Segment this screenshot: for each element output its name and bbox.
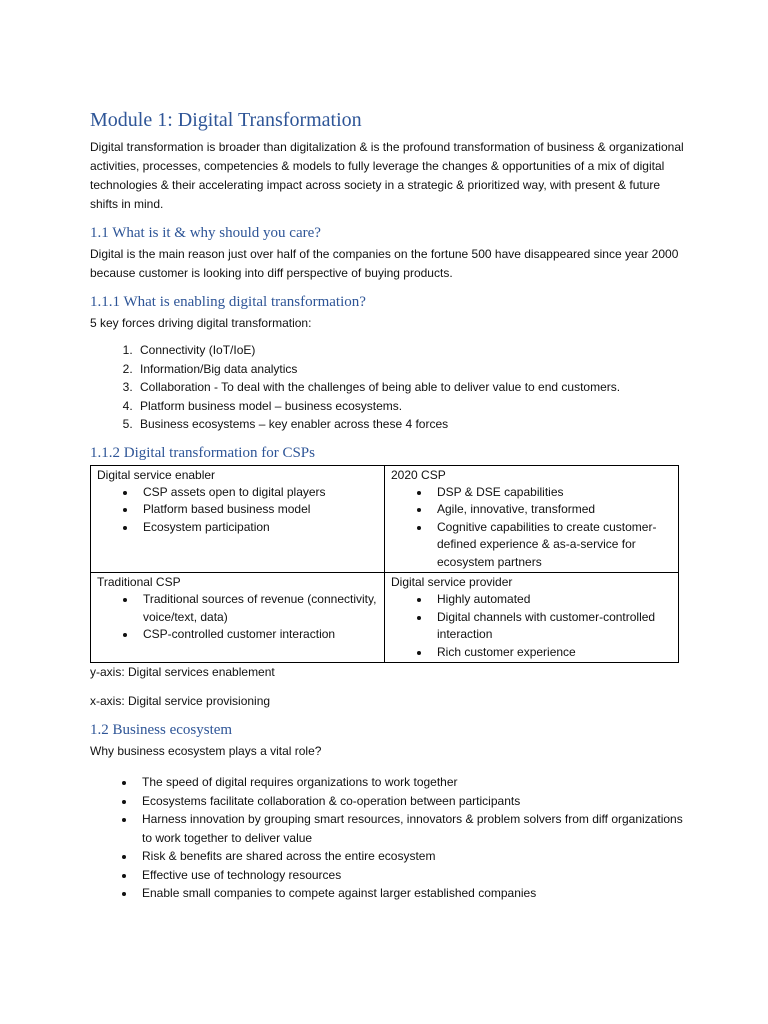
list-item: • Ecosystems facilitate collaboration & co-operation between participants — [136, 792, 690, 811]
list-item: • Agile, innovative, transformed — [431, 501, 672, 519]
document-page — [90, 108, 690, 903]
list-item: • Platform based business model — [137, 501, 378, 519]
table-cell-digital-service-enabler — [91, 465, 385, 573]
csp-quadrant-table — [90, 465, 679, 664]
intro-paragraph: Digital transformation is broader than digitalization & is the profound transformation of business & organizational activities, processes, competencies & models to fully leverage the changes & opportunities of a mix of digital technologies & their accelerating impact across society in a strategic & prioritized way, with present & future shifts in mind. — [90, 140, 684, 211]
forces-lead: 5 key forces driving digital transformation: — [90, 316, 312, 330]
forces-list — [90, 341, 690, 434]
list-item: • Highly automated — [431, 591, 672, 609]
table-cell-traditional-csp — [91, 573, 385, 663]
list-item: 1. Connectivity (IoT/IoE) — [136, 341, 690, 360]
table-row — [91, 465, 679, 573]
list-item: • DSP & DSE capabilities — [431, 484, 672, 502]
x-axis-note: x-axis: Digital service provisioning — [90, 694, 271, 708]
list-item: • The speed of digital requires organizations to work together — [136, 773, 690, 792]
list-item: 4. Platform business model – business ecosystems. — [136, 397, 690, 416]
list-item: • Rich customer experience — [431, 644, 672, 662]
list-item: • Enable small companies to compete against larger established companies — [136, 884, 690, 903]
y-axis-note: y-axis: Digital services enablement — [90, 665, 275, 679]
table-cell-digital-service-provider — [385, 573, 679, 663]
list-item: • CSP assets open to digital players — [137, 484, 378, 502]
list-item: 2. Information/Big data analytics — [136, 360, 690, 379]
list-item: • Traditional sources of revenue (connectivity, voice/text, data) — [137, 591, 378, 626]
list-item: • CSP-controlled customer interaction — [137, 626, 378, 644]
list-item: 5. Business ecosystems – key enabler across these 4 forces — [136, 415, 690, 434]
list-item: • Risk & benefits are shared across the entire ecosystem — [136, 847, 690, 866]
ecosystem-list — [90, 773, 690, 903]
list-item: 3. Collaboration - To deal with the challenges of being able to deliver value to end customers. — [136, 378, 690, 397]
section-1-1-1-heading: 1.1.1 What is enabling digital transformation? — [90, 294, 366, 310]
section-1-1-heading: 1.1 What is it & why should you care? — [90, 225, 321, 241]
cell-title: 2020 CSP — [391, 467, 446, 482]
list-item: • Effective use of technology resources — [136, 866, 690, 885]
list-item: • Digital channels with customer-controlled interaction — [431, 609, 672, 644]
cell-title: Digital service provider — [391, 575, 513, 589]
table-row — [91, 573, 679, 663]
section-1-1-text: Digital is the main reason just over half of the companies on the fortune 500 have disappeared since year 2000 because customer is looking into diff perspective of buying products. — [90, 247, 679, 280]
section-1-2-heading: 1.2 Business ecosystem — [90, 722, 233, 738]
list-item: • Cognitive capabilities to create customer-defined experience & as-a-service for ecosystem partners — [431, 519, 672, 572]
section-1-1-2-heading: 1.1.2 Digital transformation for CSPs — [90, 444, 315, 461]
table-cell-2020-csp — [385, 465, 679, 573]
ecosystem-lead: Why business ecosystem plays a vital role? — [90, 744, 322, 758]
list-item: • Ecosystem participation — [137, 519, 378, 537]
cell-title: Digital service enabler — [97, 467, 216, 482]
module-title: Module 1: Digital Transformation — [90, 109, 362, 131]
list-item: • Harness innovation by grouping smart resources, innovators & problem solvers from diff organizations to work together to deliver value — [136, 810, 690, 847]
cell-title: Traditional CSP — [97, 575, 181, 589]
